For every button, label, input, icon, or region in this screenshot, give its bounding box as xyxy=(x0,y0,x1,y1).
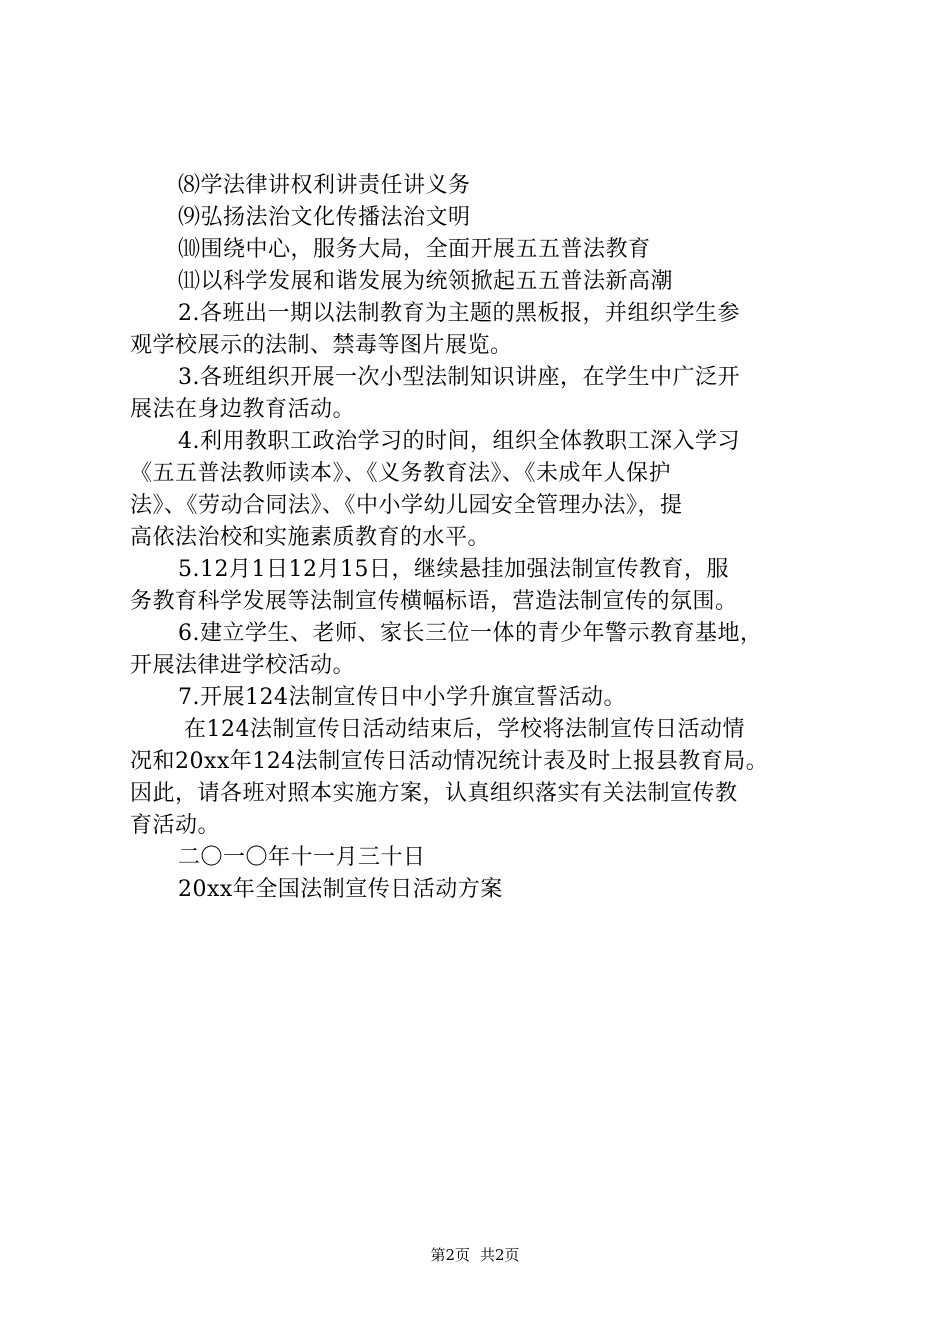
paragraph-2-line-1: 2.各班出一期以法制教育为主题的黑板报，并组织学生参 xyxy=(178,301,740,326)
list-item-9: ⑼弘扬法治文化传播法治文明 xyxy=(178,205,471,230)
paragraph-4-line-4: 高依法治校和实施素质教育的水平。 xyxy=(130,525,491,550)
paragraph-2-line-2: 观学校展示的法制、禁毒等图片展览。 xyxy=(130,333,513,358)
paragraph-4-line-2: 《五五普法教师读本》、《义务教育法》、《未成年人保护 xyxy=(130,461,672,486)
paragraph-5-line-2: 务教育科学发展等法制宣传横幅标语，营造法制宣传的氛围。 xyxy=(130,589,738,614)
document-body xyxy=(130,170,830,906)
paragraph-3-line-2: 展法在身边教育活动。 xyxy=(130,397,356,422)
paragraph-7-line-1: 7.开展124法制宣传日中小学升旗宣誓活动。 xyxy=(178,685,626,710)
paragraph-6-line-2: 开展法律进学校活动。 xyxy=(130,653,356,678)
list-item-8: ⑻学法律讲权利讲责任讲义务 xyxy=(178,173,471,198)
paragraph-closing-line-4: 育活动。 xyxy=(130,813,221,838)
paragraph-closing-line-2: 况和20xx年124法制宣传日活动情况统计表及时上报县教育局。 xyxy=(130,749,769,774)
paragraph-4-line-1: 4.利用教职工政治学习的时间，组织全体教职工深入学习 xyxy=(178,429,740,454)
next-document-title: 20xx年全国法制宣传日活动方案 xyxy=(178,877,503,902)
page-number: 第2页 xyxy=(430,1246,470,1264)
paragraph-closing-line-3: 因此，请各班对照本实施方案，认真组织落实有关法制宣传教 xyxy=(130,781,738,806)
list-item-11: ⑾以科学发展和谐发展为统领掀起五五普法新高潮 xyxy=(178,269,674,294)
paragraph-3-line-1: 3.各班组织开展一次小型法制知识讲座，在学生中广泛开 xyxy=(178,365,740,390)
paragraph-closing-line-1: 在124法制宣传日活动结束后，学校将法制宣传日活动情 xyxy=(184,717,745,742)
paragraph-4-line-3: 法》、《劳动合同法》、《中小学幼儿园安全管理办法》，提 xyxy=(130,493,683,518)
page-total: 共2页 xyxy=(480,1246,520,1264)
page-footer xyxy=(0,1245,950,1265)
paragraph-6-line-1: 6.建立学生、老师、家长三位一体的青少年警示教育基地， xyxy=(178,621,763,646)
document-date: 二〇一〇年十一月三十日 xyxy=(178,845,426,870)
paragraph-5-line-1: 5.12月1日12月15日，继续悬挂加强法制宣传教育，服 xyxy=(178,557,729,582)
list-item-10: ⑽围绕中心，服务大局，全面开展五五普法教育 xyxy=(178,237,651,262)
